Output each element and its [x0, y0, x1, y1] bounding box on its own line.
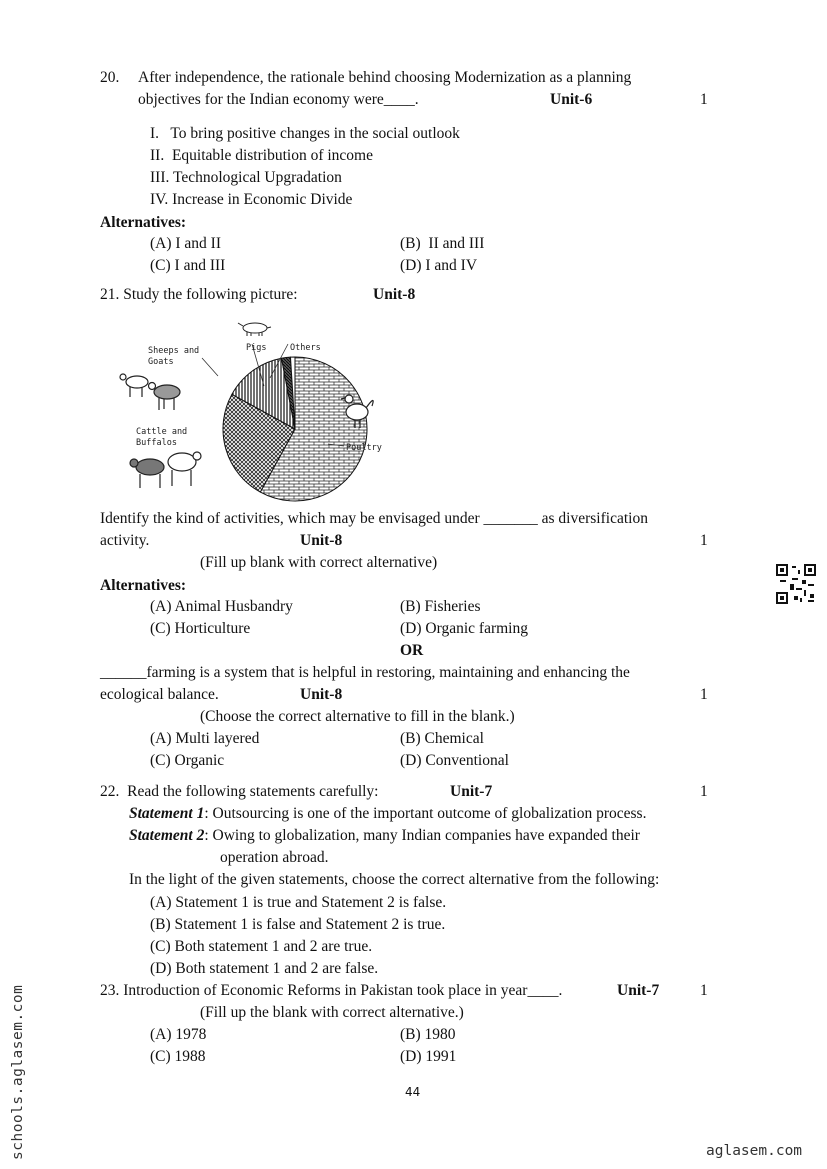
- q20-marks: 1: [700, 91, 708, 108]
- q21-alt-line1: ______farming is a system that is helpful in restoring, maintaining and enhancing the: [100, 664, 630, 681]
- q21-alt2-a: (A) Multi layered: [150, 730, 260, 747]
- pig-icon: [238, 323, 271, 336]
- q20-alternatives-label: Alternatives:: [100, 214, 187, 231]
- q23-heading: 23. Introduction of Economic Reforms in Pakistan took place in year____.: [100, 982, 563, 999]
- q20-unit: Unit-6: [550, 91, 593, 108]
- label-cattle-line1: Cattle and: [136, 427, 188, 437]
- q20-line2: objectives for the Indian economy were____.: [138, 91, 419, 108]
- q21-alternatives-label: Alternatives:: [100, 577, 187, 594]
- q21-marks: 1: [700, 532, 708, 549]
- q21-alt-line2: ecological balance.: [100, 686, 219, 703]
- q21-or: OR: [400, 642, 424, 659]
- q20-option-4: IV. Increase in Economic Divide: [150, 191, 353, 208]
- q21-text-line1: Identify the kind of activities, which may be envisaged under _______ as diversification: [100, 510, 648, 527]
- q22-option-a: (A) Statement 1 is true and Statement 2 is false.: [150, 894, 447, 911]
- q21-alt-d: (D) Organic farming: [400, 620, 528, 637]
- q22-heading: 22. Read the following statements carefully:: [100, 783, 379, 800]
- q21-heading: 21. Study the following picture:: [100, 286, 298, 303]
- label-sheep-line1: Sheeps and: [148, 346, 200, 356]
- pie-chart: [112, 316, 392, 502]
- side-watermark: schools.aglasem.com: [10, 984, 26, 1160]
- q20-line1: After independence, the rationale behind choosing Modernization as a planning: [138, 69, 632, 86]
- q21-alt-c: (C) Horticulture: [150, 620, 251, 637]
- q21-alt2-b: (B) Chemical: [400, 730, 484, 747]
- sheep-goat-icon: [120, 374, 180, 410]
- qr-code-icon[interactable]: [776, 564, 816, 604]
- q21-alt2-d: (D) Conventional: [400, 752, 509, 769]
- label-poultry: Poultry: [346, 443, 382, 453]
- q23-alt-d: (D) 1991: [400, 1048, 457, 1065]
- q21-alt-b: (B) Fisheries: [400, 598, 481, 615]
- q22-option-c: (C) Both statement 1 and 2 are true.: [150, 938, 373, 955]
- label-cattle-line2: Buffalos: [136, 438, 177, 448]
- label-sheep-line2: Goats: [148, 357, 174, 367]
- q21-alt-a: (A) Animal Husbandry: [150, 598, 293, 615]
- q22-s2-text2: operation abroad.: [220, 849, 329, 866]
- q21-alt2-c: (C) Organic: [150, 752, 225, 769]
- q22-unit: Unit-7: [450, 783, 493, 800]
- q22-s2-text: : Owing to globalization, many Indian companies have expanded their: [204, 827, 640, 844]
- q22-statement1: [129, 804, 646, 824]
- corner-watermark: aglasem.com: [706, 1143, 803, 1159]
- q22-s1-label: Statement 1: [129, 805, 205, 822]
- q22-option-b: (B) Statement 1 is false and Statement 2 is true.: [150, 916, 446, 933]
- q23-instruction: (Fill up the blank with correct alternative.): [200, 1004, 464, 1021]
- q20-alt-b: (B) II and III: [400, 235, 485, 252]
- page-number: 44: [405, 1085, 421, 1099]
- label-others: Others: [290, 343, 321, 353]
- q22-prompt: In the light of the given statements, choose the correct alternative from the following:: [129, 871, 660, 888]
- q21-unit2: Unit-8: [300, 532, 343, 549]
- q23-alt-b: (B) 1980: [400, 1026, 456, 1043]
- q23-marks: 1: [700, 982, 708, 999]
- q20-alt-c: (C) I and III: [150, 257, 226, 274]
- q23-unit: Unit-7: [617, 982, 660, 999]
- q20-option-2: II. Equitable distribution of income: [150, 147, 373, 164]
- q22-statement2: [129, 826, 640, 846]
- q21-instruction: (Fill up blank with correct alternative): [200, 554, 438, 571]
- q22-marks: 1: [700, 783, 708, 800]
- q21-unit: Unit-8: [373, 286, 416, 303]
- q21-alt-instruction: (Choose the correct alternative to fill in the blank.): [200, 708, 515, 725]
- q20-number: 20.: [100, 69, 120, 86]
- cattle-buffalo-icon: [130, 452, 201, 488]
- q21-alt-marks: 1: [700, 686, 708, 703]
- q22-option-d: (D) Both statement 1 and 2 are false.: [150, 960, 379, 977]
- label-pigs: Pigs: [246, 343, 267, 353]
- q20-option-3: III. Technological Upgradation: [150, 169, 342, 186]
- q22-s1-text: : Outsourcing is one of the important outcome of globalization process.: [204, 805, 647, 822]
- q22-s2-label: Statement 2: [129, 827, 205, 844]
- q20-alt-d: (D) I and IV: [400, 257, 478, 274]
- q20-option-1: I. To bring positive changes in the social outlook: [150, 125, 460, 142]
- q21-text-line2: activity.: [100, 532, 150, 549]
- q20-alt-a: (A) I and II: [150, 235, 222, 252]
- q21-alt-unit: Unit-8: [300, 686, 343, 703]
- q23-alt-c: (C) 1988: [150, 1048, 206, 1065]
- q23-alt-a: (A) 1978: [150, 1026, 207, 1043]
